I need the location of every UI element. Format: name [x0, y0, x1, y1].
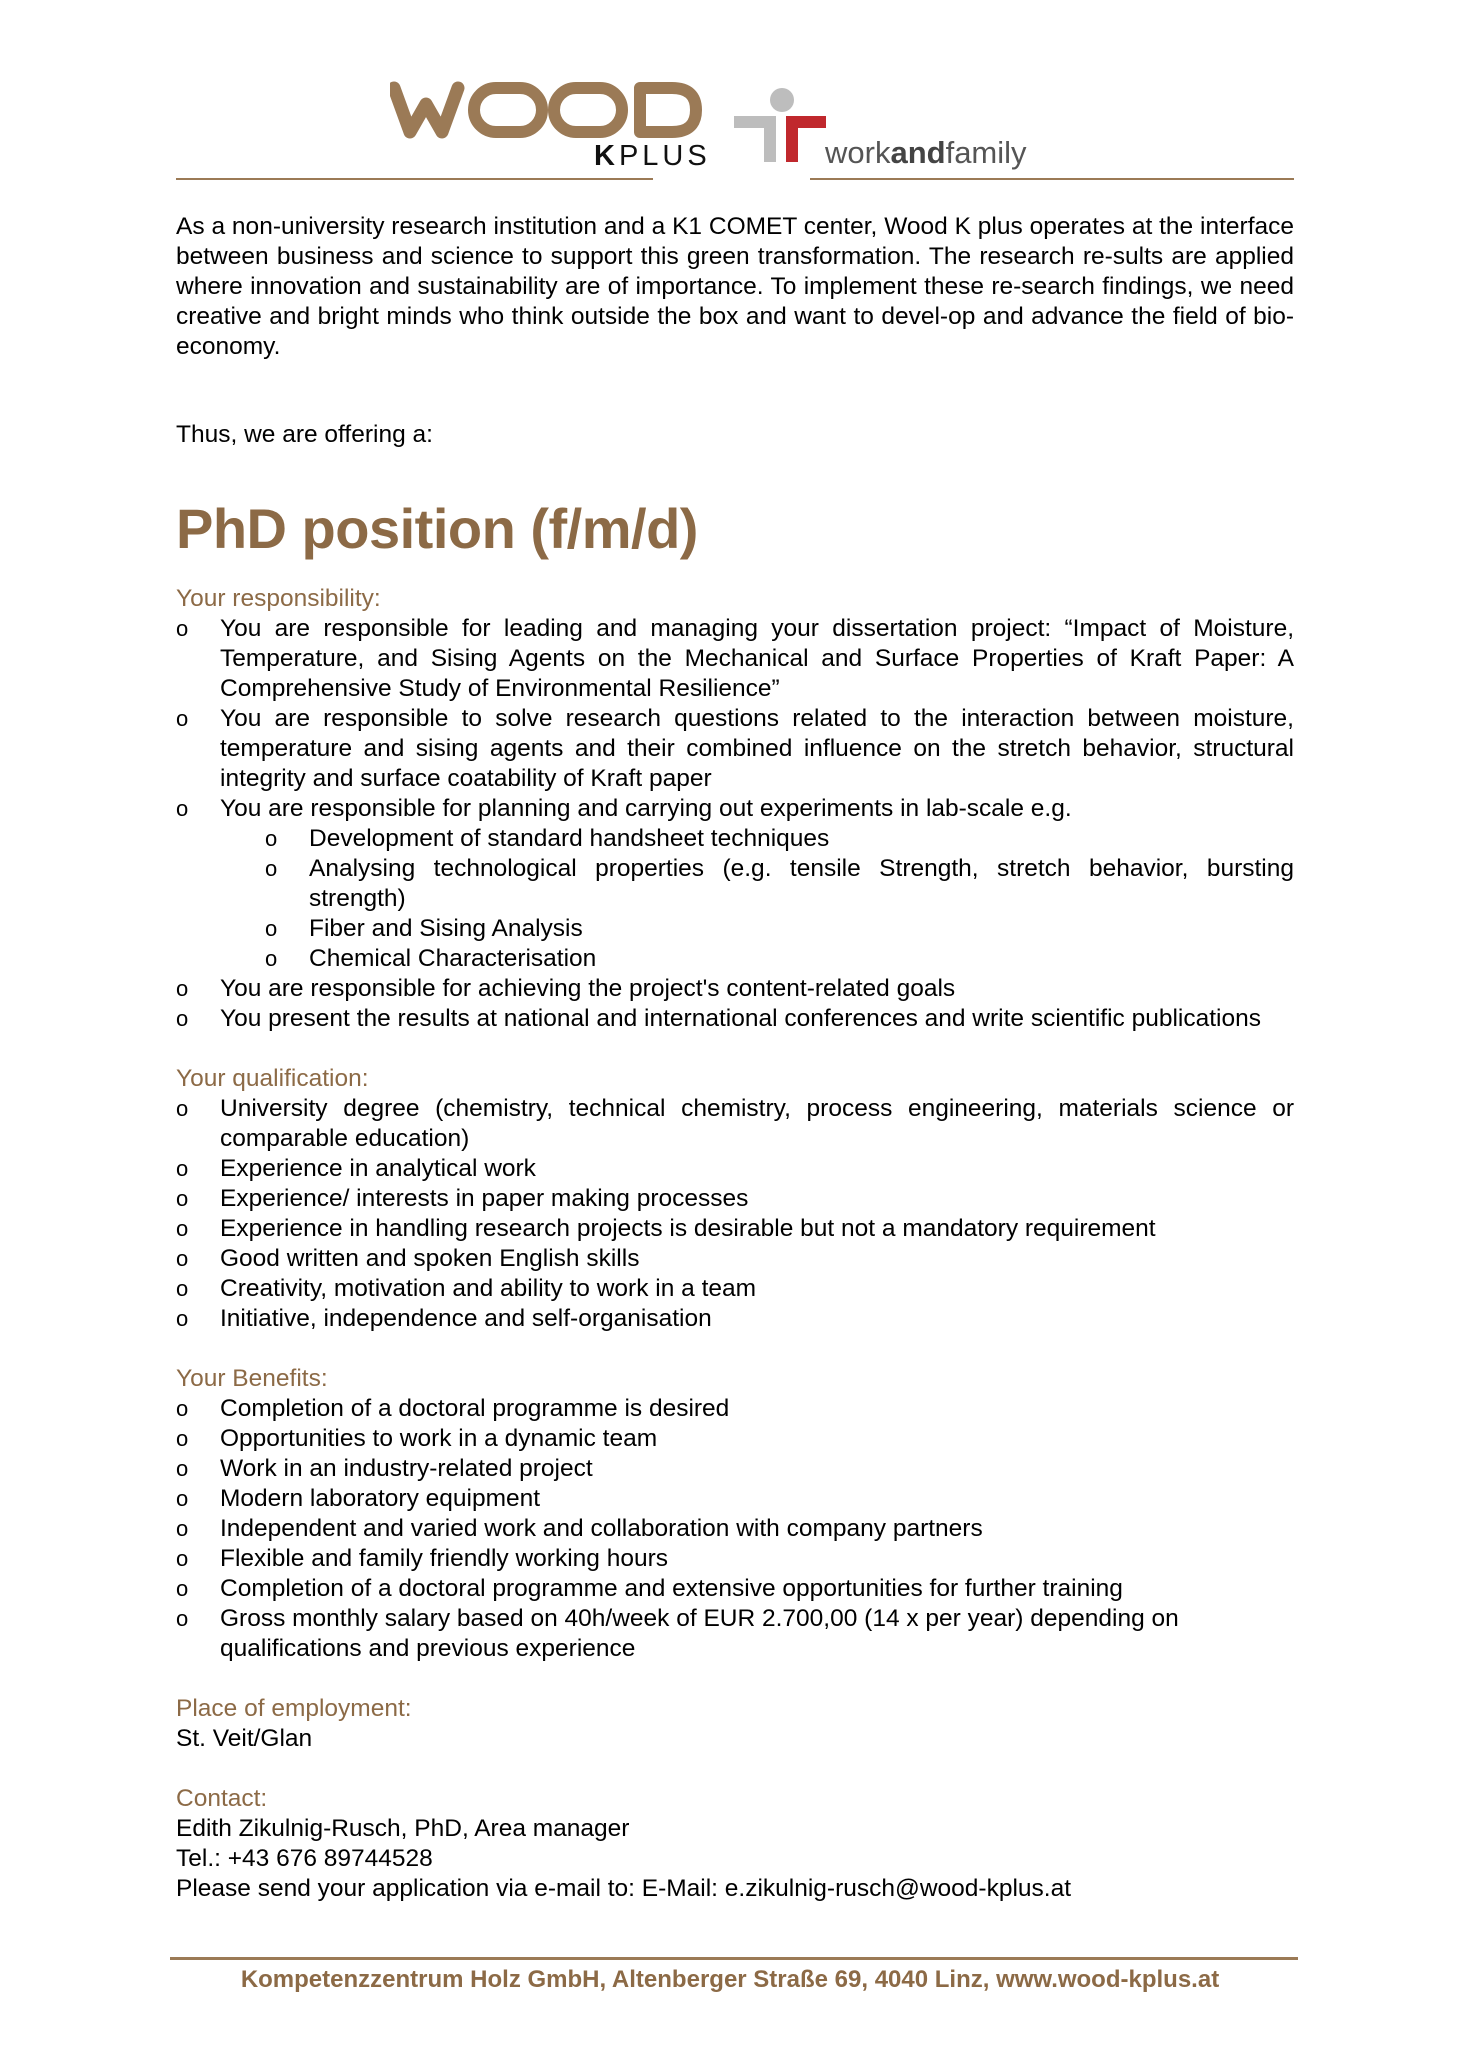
kplus-text: KPLUS [594, 140, 711, 172]
wood-wordmark-icon [390, 80, 710, 140]
list-item: o Initiative, independence and self-organisation [176, 1304, 1294, 1334]
sub-list-item: o Development of standard handsheet techniques [265, 824, 1294, 854]
document-body [176, 212, 1294, 1904]
responsibility-list [176, 614, 1294, 824]
list-item [176, 794, 1294, 824]
header-rule-right [810, 178, 1294, 180]
place-heading: Place of employment: [176, 1695, 412, 1722]
list-item: o Modern laboratory equipment [176, 1484, 1294, 1514]
list-item: o Gross monthly salary based on 40h/week of EUR 2.700,00 (14 x per year) depending on qualifications and previous experience [176, 1604, 1294, 1664]
list-item-text: You are responsible for planning and carrying out experiments in lab-scale e.g. [220, 795, 1072, 822]
list-item: o Independent and varied work and collaboration with company partners [176, 1514, 1294, 1544]
list-item: o Opportunities to work in a dynamic team [176, 1424, 1294, 1454]
benefits-list [176, 1394, 1294, 1664]
list-item: o Good written and spoken English skills [176, 1244, 1294, 1274]
document-header [0, 0, 1460, 185]
list-item: o You are responsible for achieving the project's content-related goals [176, 974, 1294, 1004]
responsibility-list-continued [176, 974, 1294, 1034]
workandfamily-mark-icon [730, 86, 840, 176]
sub-list-item: o Analysing technological properties (e.g. tensile Strength, stretch behavior, bursting strength) [265, 854, 1294, 914]
list-item: o You are responsible for leading and managing your dissertation project: “Impact of Moisture, Temperature, and Sising Agents on the Mechanical and Surface Properties of Kraft Paper: A Comprehensive Study of Environmental Resilience” [176, 614, 1294, 704]
contact-name: Edith Zikulnig-Rusch, PhD, Area manager [176, 1815, 630, 1842]
contact-phone: Tel.: +43 676 89744528 [176, 1845, 433, 1872]
list-item: o University degree (chemistry, technical chemistry, process engineering, materials science or comparable education) [176, 1094, 1294, 1154]
list-item: o Completion of a doctoral programme is desired [176, 1394, 1294, 1424]
sub-list-item: o Fiber and Sising Analysis [265, 914, 1294, 944]
list-item: o Flexible and family friendly working hours [176, 1544, 1294, 1574]
list-item: o Experience in analytical work [176, 1154, 1294, 1184]
offer-line: Thus, we are offering a: [176, 421, 433, 448]
workandfamily-text: workandfamily [825, 135, 1027, 170]
list-item: o Completion of a doctoral programme and extensive opportunities for further training [176, 1574, 1294, 1604]
qualification-list [176, 1094, 1294, 1334]
header-rule-left [176, 178, 653, 180]
contact-heading: Contact: [176, 1785, 268, 1812]
place-value: St. Veit/Glan [176, 1725, 313, 1752]
page-title: PhD position (f/m/d) [176, 497, 698, 560]
sub-list-item: o Chemical Characterisation [265, 944, 1294, 974]
footer-address: Kompetenzzentrum Holz GmbH, Altenberger Straße 69, 4040 Linz, www.wood-kplus.at [240, 1966, 1220, 1993]
experiment-sublist [176, 824, 1294, 974]
contact-email-line[interactable]: Please send your application via e-mail to: E-Mail: e.zikulnig-rusch@wood-kplus.at [176, 1875, 1072, 1902]
responsibility-heading: Your responsibility: [176, 585, 381, 612]
footer-rule [170, 1957, 1298, 1960]
list-item: o Creativity, motivation and ability to work in a team [176, 1274, 1294, 1304]
list-item: o Experience in handling research projects is desirable but not a mandatory requirement [176, 1214, 1294, 1244]
qualification-heading: Your qualification: [176, 1065, 369, 1092]
benefits-heading: Your Benefits: [176, 1365, 328, 1392]
list-item: o Work in an industry-related project [176, 1454, 1294, 1484]
list-item: o Experience/ interests in paper making processes [176, 1184, 1294, 1214]
list-item: o You present the results at national and international conferences and write scientific publications [176, 1004, 1294, 1034]
intro-paragraph: As a non-university research institution and a K1 COMET center, Wood K plus operates at the interface between business and science to support this green transformation. The research re-sults are applied where innovation and sustainability are of importance. To implement these re-search findings, we need creative and bright minds who think outside the box and want to devel-op and advance the field of bio-economy. [176, 213, 1294, 360]
list-item: o You are responsible to solve research questions related to the interaction between moisture, temperature and sising agents and their combined influence on the stretch behavior, structural integrity and surface coatability of Kraft paper [176, 704, 1294, 794]
